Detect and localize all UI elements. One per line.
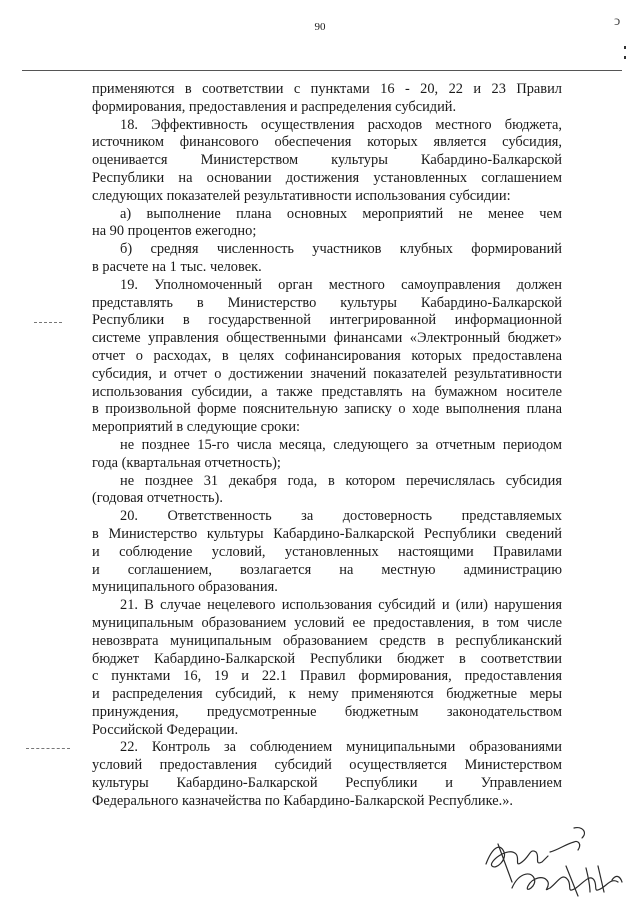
text-line: а) выполнение плана основных мероприятий не менее чем bbox=[120, 205, 562, 222]
text-line: на 90 процентов ежегодно; bbox=[92, 223, 257, 240]
text-line: мероприятий в следующие сроки: bbox=[92, 419, 301, 436]
text-line: невозврата муниципальным образованием средств в республиканский bbox=[92, 632, 562, 649]
text-line: и соблюдение условий, установленных настоящими Правилами bbox=[92, 543, 562, 560]
text-line: Федерального казначейства по Кабардино-Балкарской Республике.». bbox=[92, 792, 513, 809]
text-line: применяются в соответствии с пунктами 16 - 20, 22 и 23 Правил bbox=[92, 81, 562, 97]
text-line: использования субсидии, а также представлять на бумажном носителе bbox=[92, 383, 562, 400]
text-line: (годовая отчетность). bbox=[92, 490, 223, 507]
margin-mark bbox=[26, 748, 70, 749]
text-line: 20. Ответственность за достоверность представляемых bbox=[120, 508, 562, 525]
text-line: в произвольной форме пояснительную записку о ходе выполнения плана bbox=[92, 401, 562, 418]
text-line: б) средняя численность участников клубных формирований bbox=[120, 241, 562, 258]
paragraph-p19a bbox=[92, 437, 562, 473]
text-line: 18. Эффективность осуществления расходов местного бюджета, bbox=[120, 116, 562, 133]
signature-icon bbox=[478, 822, 628, 902]
paragraph-cont bbox=[92, 81, 562, 117]
paragraph-p18a bbox=[92, 206, 562, 242]
margin-mark bbox=[34, 322, 62, 323]
text-line: муниципальным образованием условий ее предоставления, в том числе bbox=[92, 614, 562, 631]
handwritten-signature bbox=[478, 822, 628, 902]
text-line: не позднее 15-го числа месяца, следующего за отчетным периодом bbox=[120, 436, 562, 453]
text-line: субсидия, и отчет о достижении значений показателей результативности bbox=[92, 365, 562, 382]
document-body bbox=[92, 81, 562, 811]
text-line: в Министерство культуры Кабардино-Балкарской Республики сведений bbox=[92, 525, 562, 542]
text-line: 19. Уполномоченный орган местного самоуправления должен bbox=[120, 276, 562, 293]
paragraph-p19 bbox=[92, 277, 562, 437]
text-line: формирования, предоставления и распределения субсидий. bbox=[92, 98, 457, 115]
text-line: источником финансового обеспечения которых является субсидия, bbox=[92, 134, 562, 151]
text-line: следующих показателей результативности использования субсидии: bbox=[92, 187, 511, 204]
paragraph-p18 bbox=[92, 117, 562, 206]
text-line: Республики на основании достижения установленных соглашением bbox=[92, 169, 562, 186]
text-line: культуры Кабардино-Балкарской Республики и Управлением bbox=[92, 775, 562, 792]
corner-tick-mark bbox=[624, 56, 626, 59]
text-line: муниципального образования. bbox=[92, 579, 278, 596]
paragraph-p19b bbox=[92, 473, 562, 509]
text-line: и соглашением, возлагается на местную администрацию bbox=[92, 561, 562, 578]
text-line: в расчете на 1 тыс. человек. bbox=[92, 258, 262, 275]
text-line: 21. В случае нецелевого использования субсидий и (или) нарушения bbox=[120, 597, 562, 614]
header-rule bbox=[22, 70, 622, 71]
text-line: представлять в Министерство культуры Кабардино-Балкарской bbox=[92, 294, 562, 311]
text-line: года (квартальная отчетность); bbox=[92, 454, 281, 471]
text-line: не позднее 31 декабря года, в котором перечислялась субсидия bbox=[120, 472, 562, 489]
text-line: системе управления общественными финансами «Электронный бюджет» bbox=[92, 330, 562, 347]
paragraph-p20 bbox=[92, 508, 562, 597]
text-line: 22. Контроль за соблюдением муниципальными образованиями bbox=[120, 739, 562, 756]
page-number: 90 bbox=[314, 21, 326, 33]
text-line: отчет о расходах, в целях софинансирования которых предоставлена bbox=[92, 347, 562, 364]
corner-scan-mark: ↄ bbox=[614, 14, 621, 29]
text-line: Российской Федерации. bbox=[92, 721, 239, 738]
paragraph-p18b bbox=[92, 241, 562, 277]
paragraph-p22 bbox=[92, 739, 562, 810]
text-line: оценивается Министерством культуры Кабардино-Балкарской bbox=[92, 152, 562, 169]
corner-tick-mark bbox=[624, 46, 626, 49]
text-line: и распределения субсидий, к нему применяются бюджетные меры bbox=[92, 686, 562, 703]
text-line: Республики в государственной интегрированной информационной bbox=[92, 312, 562, 329]
text-line: условий предоставления субсидий осуществляется Министерством bbox=[92, 757, 562, 774]
text-line: с пунктами 16, 19 и 22.1 Правил формирования, предоставления bbox=[92, 668, 562, 685]
text-line: бюджет Кабардино-Балкарской Республики бюджет в соответствии bbox=[92, 650, 562, 667]
paragraph-p21 bbox=[92, 597, 562, 739]
text-line: принуждения, предусмотренные бюджетным законодательством bbox=[92, 703, 562, 720]
